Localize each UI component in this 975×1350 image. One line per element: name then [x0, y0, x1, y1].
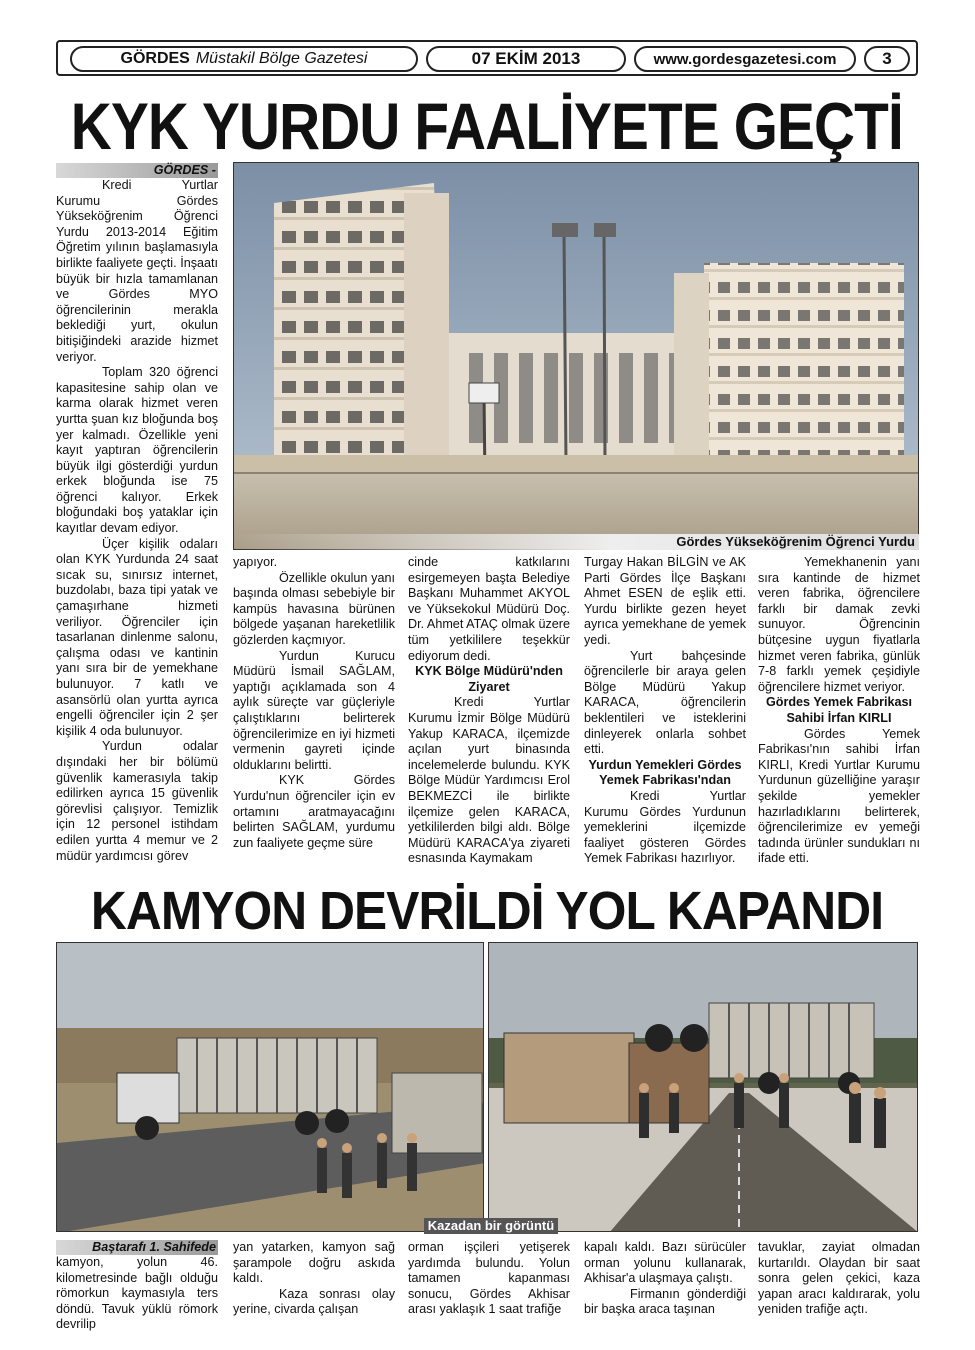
- paragraph: kamyon, yolun 46. kilometresinde bağlı olduğu römorkun kaymasıyla ters döndü. Tavuk yüklü römork devrilip: [56, 1255, 218, 1332]
- paragraph: tavuklar, zayiat olmadan kurtarıldı. Olaydan bir saat sonra gelen çekici, kaza yapan aracı kaldırarak, yolu yeniden trafiğe açtı.: [758, 1240, 920, 1317]
- dormitory-photo: [233, 162, 919, 550]
- continued-from-page-1: Baştarafı 1. Sahifede: [56, 1240, 218, 1255]
- issue-date: 07 EKİM 2013: [426, 46, 626, 72]
- article2-column-1: [56, 1240, 218, 1333]
- paragraph: Özellikle okulun yanı başında olması sebebiyle bir kampüs havasına bürünen bölgede yaşanan hareketlilik gözlerden kaçmıyor.: [233, 570, 395, 647]
- paragraph: orman işçileri yetişerek yardımda bulundu. Yolun tamamen kapanması sonucu, Gördes Akhisar arası yaklaşık 1 saat trafiğe: [408, 1240, 570, 1317]
- paragraph: cinde katkılarını esirgemeyen başta Belediye Başkanı Muhammet AKYOL ve Yüksekokul Müdürü Doç. Dr. Ahmet ATAÇ olmak üzere tüm yetkililere teşekkür ediyorum dedi.: [408, 555, 570, 663]
- paragraph: Turgay Hakan BİLGİN ve AK Parti Gördes İlçe Başkanı Ahmet ESEN de eşlik etti. Yurdu birlikte gezen heyet ayrıca yemekhane de yemek yedi.: [584, 555, 746, 647]
- paragraph: Yurdun odalar dışındaki her bir bölümü güvenlik kamerasıyla takip edilirken ayrıca 15 güvenlik görevlisi çalışıyor. Temizlik için 12 personel istihdam edilen yurtta 4 memur ve 2 müdür yardımcısı görev: [56, 739, 218, 863]
- paragraph: yan yatarken, kamyon sağ şarampole doğru askıda kaldı.: [233, 1240, 395, 1286]
- truck-accident-photo-left: [56, 942, 484, 1232]
- paper-name: [70, 46, 418, 72]
- paragraph: Kredi Yurtlar Kurumu Gördes Yurdunun yemeklerini ilçemizde faaliyet gösteren Gördes Yemek Fabrikası hazırlıyor.: [584, 788, 746, 866]
- paragraph: Toplam 320 öğrenci kapasitesine sahip olan ve karma olarak hizmet veren yurtta şuan kız bloğunda boş yer kalmadı. Özellikle yeni kayıt yaptıran öğrencilerin büyük ilgi gösterdiği yurdun erkek bloğunda ise 75 öğrenci kalıyor. Erkek bloğundaki boş yataklar için kayıtlar devam ediyor.: [56, 365, 218, 536]
- subheading-regional-visit: KYK Bölge Müdürü'nden Ziyaret: [415, 664, 563, 694]
- paragraph: Yemekhanenin yanı sıra kantinde de hizmet veren fabrika, öğrencilere farklı bir damak zevki sunuyor. Öğrencinin bütçesine uygun fiyatlarla hizmet veren fabrika, günlük 7-8 farklı yemek çeşidiyle öğrencilere hizmet veriyor.: [758, 555, 920, 694]
- website-url: www.gordesgazetesi.com: [634, 46, 856, 72]
- dormitory-photo-caption: Gördes Yükseköğrenim Öğrenci Yurdu: [233, 534, 919, 550]
- paragraph: Kredi Yurtlar Kurumu Gördes Yükseköğrenim Öğrenci Yurdu 2013-2014 Eğitim Öğretim yılının başlamasıyla birlikte faaliyete geçti. İnşaatı büyük bir hızla tamamlanan ve Gördes MYO öğrencilerinin merakla beklediği yurt, okulun bitişiğindeki arazide hizmet veriyor.: [56, 178, 218, 364]
- truck-accident-photo-caption: Kazadan bir görüntü: [424, 1218, 558, 1234]
- page-header: [56, 40, 918, 76]
- subheading-factory-owner: Gördes Yemek Fabrikası Sahibi İrfan KIRLI: [765, 695, 913, 725]
- article1-column-4: [584, 555, 746, 867]
- paragraph: KYK Gördes Yurdu'nun öğrenciler için ev ortamını aratmayacağını belirten SAĞLAM, yurdumu zun faaliyete geçme süre: [233, 773, 395, 850]
- article2-column-3: [408, 1240, 570, 1318]
- paper-name-bold: GÖRDES: [120, 50, 190, 67]
- article1-column-3: [408, 555, 570, 867]
- headline-truck-accident: KAMYON DEVRİLDİ YOL KAPANDI: [90, 881, 884, 941]
- dateline: GÖRDES -: [56, 163, 218, 178]
- truck-accident-photo-right: [488, 942, 918, 1232]
- article1-column-2: [233, 555, 395, 851]
- headline-dormitory: KYK YURDU FAALİYETE GEÇTİ: [70, 89, 903, 163]
- paragraph: Kredi Yurtlar Kurumu İzmir Bölge Müdürü Yakup KARACA, ilçemizde açılan yurt binasında incelemelerde bulundu. KYK Bölge Müdür Yardımcısı Erol BEKMEZCİ ile birlikte ilçemize gelen KARACA, yetkililerden bilgi aldı. Bölge Müdürü KARACA'ya ziyareti esnasında Kaymakam: [408, 695, 570, 866]
- page-number: 3: [864, 46, 910, 72]
- article2-column-5: [758, 1240, 920, 1318]
- article1-column-1: [56, 163, 218, 864]
- paragraph: Üçer kişilik odaları olan KYK Yurdunda 24 saat sıcak su, sınırsız internet, buzdolabı, baza tipi yatak ve çamaşırhane hizmeti veriliyor. Öğrenciler için tasarlanan dinlenme salonu, çalışma odası ve kantinin yanı sıra bir de yemekhane bulunuyor. 7 katlı ve asansörlü olan yurtta ayrıca engelli öğrenciler için 2 şer kişilik 4 oda bulunuyor.: [56, 536, 218, 738]
- paragraph: kapalı kaldı. Bazı sürücüler orman yolunu kullanarak, Akhisar'a ulaşmaya çalıştı.: [584, 1240, 746, 1286]
- paragraph: yapıyor.: [233, 555, 278, 569]
- article2-column-2: [233, 1240, 395, 1318]
- subheading-meals: Yurdun Yemekleri Gördes Yemek Fabrikası'ndan: [588, 757, 742, 788]
- paragraph: Firmanın gönderdiği bir başka araca taşınan: [584, 1286, 746, 1317]
- article1-column-5: [758, 555, 920, 867]
- paper-name-italic: Müstakil Bölge Gazetesi: [195, 50, 368, 67]
- paragraph: Gördes Yemek Fabrikası'nın sahibi İrfan KIRLI, Kredi Yurtlar Kurumu Yurdunun güzelliğine yaraşır şekilde yemekler hazırladıklarını belirterek, öğrencilerimize ev yemeği tadında ürünler sundukları nı ifade etti.: [758, 726, 920, 866]
- paragraph: Kaza sonrası olay yerine, civarda çalışan: [233, 1286, 395, 1317]
- paragraph: Yurdun Kurucu Müdürü İsmail SAĞLAM, yaptığı açıklamada son 4 aylık süreçte var güçleriyle çalıştıklarını belirterek öğrencilerimize en iyi hizmeti vermenin gayreti içinde olduklarını belirtti.: [233, 648, 395, 772]
- article2-column-4: [584, 1240, 746, 1318]
- paragraph: Yurt bahçesinde öğrencilerle bir araya gelen Bölge Müdürü Yakup KARACA, öğrencilerin beklentileri ve isteklerini dinleyerek onlarla sohbet etti.: [584, 648, 746, 757]
